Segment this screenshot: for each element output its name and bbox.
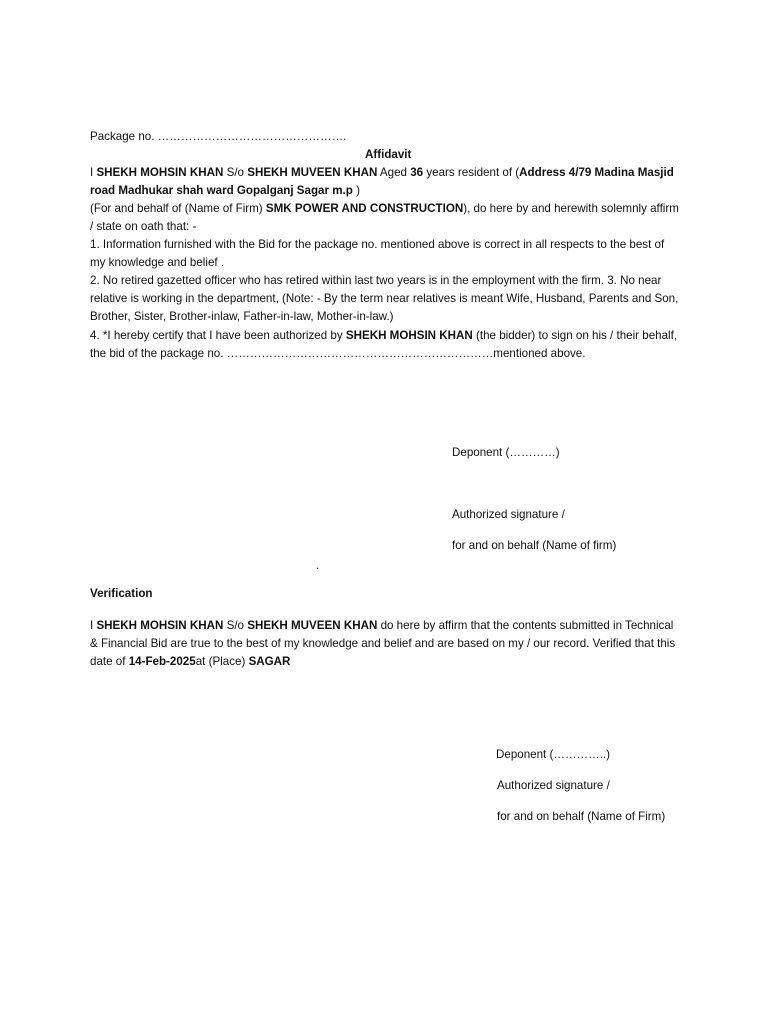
on-behalf-2: for and on behalf (Name of Firm) <box>497 810 666 823</box>
ver-so: S/o <box>223 619 248 632</box>
ver-name: SHEKH MOHSIN KHAN <box>96 619 224 632</box>
item-4 <box>90 327 682 363</box>
father-name: SHEKH MUVEEN KHAN <box>247 166 378 179</box>
authorized-signature-2: Authorized signature / <box>497 779 610 792</box>
item4-post: (the bidder) to sign on his / their behalf, the bid of the package no. ……………………………………………………………mentioned above. <box>90 329 678 360</box>
deponent-label-2: Deponent (…………..) <box>496 748 611 761</box>
firm-pre: (For and behalf of (Name of Firm) <box>90 202 266 215</box>
ver-body: do here by affirm that the contents submitted in Technical & Financial Bid are true to the best of my knowledge and belief and are based on my / our record. Verified that this date of <box>90 619 676 668</box>
intro-aged: Aged <box>377 166 411 179</box>
firm-paragraph <box>90 200 682 236</box>
age-value: 36 <box>410 166 424 179</box>
item4-name: SHEKH MOHSIN KHAN <box>345 329 473 342</box>
firm-post: ), do here by and herewith solemnly affirm / state on oath that: - <box>90 202 679 233</box>
on-behalf-1: for and on behalf (Name of firm) <box>452 539 617 552</box>
address-text: Address 4/79 Madina Masjid road Madhukar shah ward Gopalganj Sagar m.p <box>90 166 674 197</box>
ver-date: 14-Feb-2025 <box>128 655 196 668</box>
item-1: 1. Information furnished with the Bid for the package no. mentioned above is correct in all respects to the best of my knowledge and belief . <box>90 238 665 269</box>
verification-heading: Verification <box>90 587 153 600</box>
document-title: Affidavit <box>365 148 412 161</box>
deponent-label-1: Deponent (…………) <box>452 446 560 459</box>
stray-dot: . <box>316 559 320 572</box>
deponent-name: SHEKH MOHSIN KHAN <box>96 166 224 179</box>
authorized-signature-1: Authorized signature / <box>452 508 565 521</box>
ver-i: I <box>90 619 97 632</box>
intro-i: I <box>90 166 97 179</box>
intro-paragraph <box>90 164 682 200</box>
ver-at: at (Place) <box>195 655 249 668</box>
ver-place: SAGAR <box>248 655 291 668</box>
intro-so: S/o <box>223 166 248 179</box>
intro-close: ) <box>352 184 360 197</box>
ver-father: SHEKH MUVEEN KHAN <box>247 619 378 632</box>
item4-pre: 4. *I hereby certify that I have been authorized by <box>90 329 346 342</box>
firm-name: SMK POWER AND CONSTRUCTION <box>265 202 464 215</box>
package-number-line: Package no. …………………………………………. <box>90 130 347 143</box>
verification-paragraph <box>90 617 682 671</box>
item-2-3: 2. No retired gazetted officer who has retired within last two years is in the employment with the firm. 3. No near relative is working in the department, (Note: - By the term near relatives is meant Wife, Husband, Parents and Son, Brother, Sister, Brother-inlaw, Father-in-law, Mother-in-law.) <box>90 274 679 323</box>
intro-resident: years resident of ( <box>423 166 520 179</box>
